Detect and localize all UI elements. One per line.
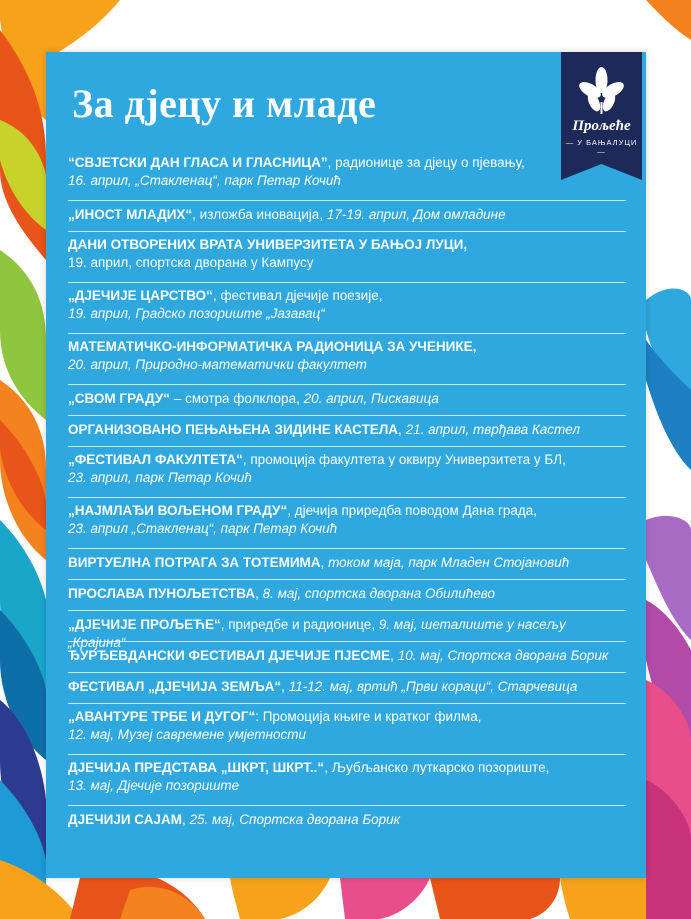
list-item: ДАНИ ОТВОРЕНИХ ВРАТА УНИВЕРЗИТЕТА У БАЊОЈ ЛУЦИ, 19. април, спортска дворана у Кампусу — [68, 232, 626, 283]
festival-logo — [561, 52, 642, 180]
event-list — [68, 150, 626, 837]
list-item: ОРГАНИЗОВАНО ПЕЊАЊЕНА ЗИДИНЕ КАСТЕЛА, 21. април, тврђава Кастел — [68, 416, 626, 447]
page-title: За дјецу и младе — [72, 81, 377, 126]
list-item: “СВЈЕТСКИ ДАН ГЛАСА И ГЛАСНИЦА”, радионице за дјецу о пјевању, 16. април, „Стакленац“, парк Петар Кочић — [68, 150, 626, 201]
list-item: „АВАНТУРЕ ТРБЕ И ДУГОГ“: Промоција књиге и кратког филма, 12. мај, Музеј савремене умјетности — [68, 704, 626, 755]
list-item: ЂУРЂЕВДАНСКИ ФЕСТИВАЛ ДЈЕЧИЈЕ ПЈЕСМЕ, 10. мај, Спортска дворана Борик — [68, 642, 626, 673]
event-panel — [46, 52, 646, 878]
list-item: „ФЕСТИВАЛ ФАКУЛТЕТА“, промоција факултета у оквиру Универзитета у БЛ, 23. април, парк Петар Кочић — [68, 447, 626, 498]
logo-name: Прољеће — [572, 118, 631, 134]
list-item: „ИНОСТ МЛАДИХ“, изложба иновација, 17-19. април, Дом омладине — [68, 201, 626, 232]
list-item: „НАЈМЛАЂИ ВОЉЕНОМ ГРАДУ“, дјечија приредба поводом Дана града, 23. април „Стакленац“, парк Петар Кочић — [68, 498, 626, 549]
list-item: ДЈЕЧИЈИ САЈАМ, 25. мај, Спортска дворана Борик — [68, 812, 401, 827]
list-item: ПРОСЛАВА ПУНОЉЕТСТВА, 8. мај, спортска дворана Обилићево — [68, 580, 626, 611]
list-item: „ДЈЕЧИЈЕ ПРОЉЕЋЕ“, приредбе и радионице, 9. мај, шеталиште у насељу „Крајина“ — [68, 611, 626, 642]
list-item: МАТЕМАТИЧКО-ИНФОРМАТИЧКА РАДИОНИЦА ЗА УЧЕНИКЕ, 20. април, Природно-математички факултет — [68, 334, 626, 385]
logo-banner — [561, 52, 642, 180]
list-item: „СВОМ ГРАДУ“ – смотра фолклора, 20. април, Пискавица — [68, 385, 626, 416]
list-item: „ДЈЕЧИЈЕ ЦАРСТВО“, фестивал дјечије поезије, 19. април, Градско позориште „Јазавац“ — [68, 283, 626, 334]
logo-subtitle: — У БАЊАЛУЦИ — — [565, 138, 638, 156]
list-item: ФЕСТИВАЛ „ДЈЕЧИЈА ЗЕМЉА“, 11-12. мај, вртић „Први кораци“, Старчевица — [68, 673, 626, 704]
list-item: ДЈЕЧИЈА ПРЕДСТАВА „ШКРТ, ШКРТ..“, Љубљанско луткарско позориште, 13. мај, Дјечије позориште — [68, 755, 626, 806]
list-item: ВИРТУЕЛНА ПОТРАГА ЗА ТОТЕМИМА, током маја, парк Младен Стојановић — [68, 549, 626, 580]
